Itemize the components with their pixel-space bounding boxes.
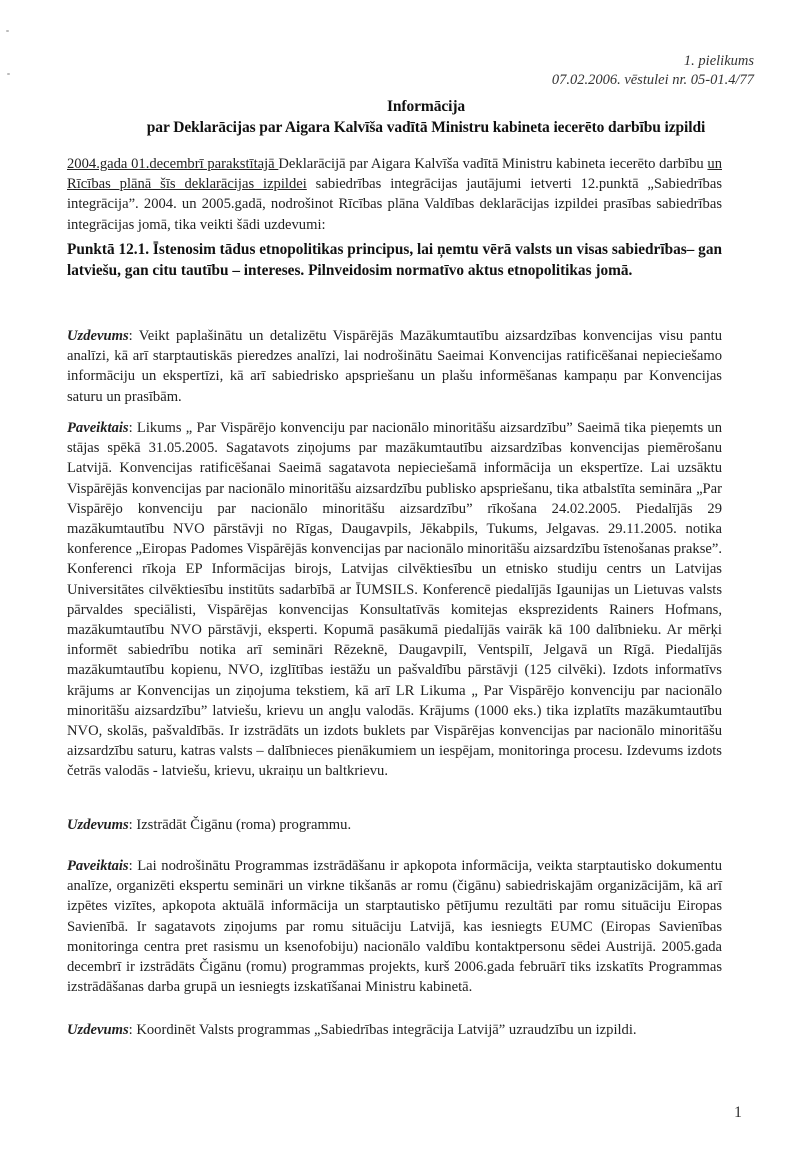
section-task-1 — [67, 326, 722, 407]
task-label: Uzdevums — [67, 328, 129, 344]
section-done-1 — [67, 418, 722, 782]
point-12-1-text: Punktā 12.1. Īstenosim tādus etnopolitikas principus, lai ņemtu vērā valsts un visas sabiedrības– gan latviešu, gan citu tautību – intereses. Pilnveidosim normatīvo aktus etnopolitikas jomā. — [67, 241, 722, 279]
intro-text-2: sabiedrības integrācijas jautājumi ietverti 12.punktā „Sabiedrības integrācija”. 2004. un 2005.gadā, nodrošinot Rīcības plāna Valdības deklarācijas izpildei prasības sabiedrības integrācijas jomā, tika veikti šādi uzdevumi: — [67, 176, 722, 233]
intro-paragraph — [67, 154, 722, 235]
intro-underlined-date: 2004.gada 01.decembrī parakstītajā — [67, 156, 279, 172]
section-done-2 — [67, 856, 722, 997]
document-title — [55, 96, 797, 138]
section-task-3 — [67, 1020, 722, 1040]
point-heading — [67, 240, 722, 281]
intro-underlined-plan: un Rīcības plānā šīs deklarācijas izpildei — [67, 156, 722, 193]
task-text: : Veikt paplašinātu un detalizētu Vispārējās Mazākumtautību aizsardzības konvencijas visu pantu analīzi, kā arī starptautiskās pieredzes analīzi, lai nodrošinātu Saeimai Konvencijas ratificēšanai nepieciešamo informāciju un ekspertīzi, kā arī sabiedrisko apspriešanu un plašu informēšanas kampaņu par Konvencijas saturu un prasībām. — [67, 328, 722, 405]
done-label: Paveiktais — [67, 858, 129, 874]
done-label: Paveiktais — [67, 420, 129, 436]
scan-speck — [6, 30, 9, 32]
letter-reference: 07.02.2006. vēstulei nr. 05-01.4/77 — [551, 72, 754, 88]
title-line-1: Informācija — [386, 98, 466, 115]
task-label: Uzdevums — [67, 817, 129, 833]
section-task-2 — [67, 815, 722, 835]
task-text: : Izstrādāt Čigānu (roma) programmu. — [128, 817, 352, 833]
scan-speck — [7, 73, 10, 75]
task-text: : Koordinēt Valsts programmas „Sabiedrības integrācija Latvijā” uzraudzību un izpildi. — [128, 1022, 637, 1038]
task-label: Uzdevums — [67, 1022, 129, 1038]
page-number: 1 — [734, 1104, 742, 1121]
annex-reference — [552, 52, 754, 90]
intro-text-1: Deklarācijā par Aigara Kalvīša vadītā Ministru kabineta iecerēto darbību — [278, 156, 708, 172]
title-line-2: par Deklarācijas par Aigara Kalvīša vadītā Ministru kabineta iecerēto darbību izpildi — [146, 119, 706, 136]
done-text: : Likums „ Par Vispārējo konvenciju par nacionālo minoritāšu aizsardzību” Saeimā tika pieņemts un stājas spēkā 31.05.2005. Sagatavots ziņojums par mazākumtautību aizsardzības konvencijas piemērošanu Latvijā. Konvencijas ratificēšanai Saeimā sagatavota nepieciešamā informācija un ekspertīze. Lai uzsāktu Vispārējās konvencijas par nacionālo minoritāšu aizsardzību publisko apspriešanu, tika atbalstīta semināra „Par Vispārējo konvenciju par nacionālo minoritāšu aizsardzību” rīkošana 24.02.2005. Piedalījās 29 mazākumtautību NVO pārstāvji no Rīgas, Daugavpils, Jēkabpils, Tukums, Jelgavas. 29.11.2005. notika konference „Eiropas Padomes Vispārējās konvencijas par nacionālo minoritāšu aizsardzību īstenošanas prakse”. Konferenci rīkoja EP Informācijas birojs, Latvijas cilvēktiesību un etnisko studiju centrs un Latvijas Universitātes cilvēktiesību institūts sadarbībā ar ĪUMSILS. Konferencē piedalījās Igaunijas un Lietuvas valsts pārvaldes speciālisti, Vispārējas konvencijas Konsultatīvās komitejas eksprezidents Rainers Hofmans, mazākumtautību NVO pārstāvji, eksperti. Kopumā pasākumā piedalījās vairāk kā 100 dalībnieku. Ar mērķi informēt sabiedrību notika arī semināri Rēzeknē, Daugavpilī, Ventspilī, Jelgavā un Rīgā. Piedalījās mazākumtautību kopienu, NVO, izglītības iestāžu un pašvaldību pārstāvji (125 cilvēki). Izdots informatīvs krājums ar Konvencijas un ziņojuma tekstiem, kā arī LR Likuma „ Par Vispārējo konvenciju par nacionālo minoritāšu aizsardzību” latviešu, krievu un angļu valodās. Krājums (1000 eks.) tika izplatīts mazākumtautību NVO, skolās, pašvaldībās. Ir izstrādāts un izdots buklets par Vispārējas konvencijas par nacionālo minoritāšu aizsardzību saturu, katras valsts – dalībnieces pienākumiem un iespējam, monitoringa procesu. Izdevums izdots četrās valodās - latviešu, krievu, ukraiņu un baltkrievu. — [67, 420, 722, 780]
done-text: : Lai nodrošinātu Programmas izstrādāšanu ir apkopota informācija, veikta starptautisko dokumentu analīze, organizēti ekspertu semināri un virkne tikšanās ar romu (čigānu) sabiedriskajām organizācijām, kā arī izpētes vizītes, apkopota aktuālā informācija un starptautisko pētījumu rezultāti par romu situāciju Eiropas Savienībā. Ir sagatavots ziņojums par romu situāciju Latvijā, kas iesniegts EUMC (Eiropas Savienības monitoringa centra pret rasismu un ksenofobiju) nacionālo valdību kontaktpersonu sēdei Austrijā. 2005.gada decembrī ir izstrādāts Čigānu (romu) programmas projekts, kurš 2006.gada februārī tiks izskatīts Programmas izstrādāšanas darba grupā un iesniegts izskatīšanai Ministru kabinetā. — [67, 858, 722, 996]
annex-label: 1. pielikums — [683, 53, 754, 69]
